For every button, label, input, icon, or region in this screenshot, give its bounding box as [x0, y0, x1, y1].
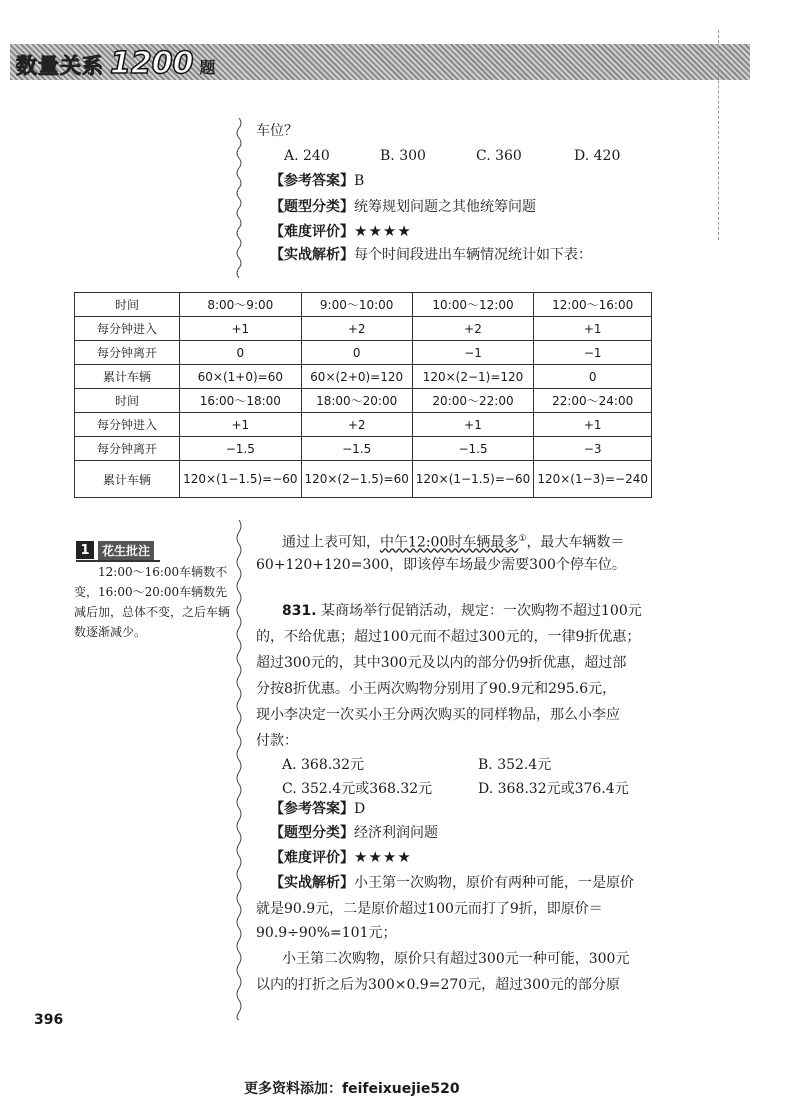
conclusion-post: ，最大车辆数＝ — [526, 534, 625, 551]
q831-line-6: 付款： — [256, 733, 298, 749]
q831-analysis-3: 90.9÷90%=101元； — [256, 925, 397, 941]
q830-options — [284, 148, 664, 168]
table-cell: 每分钟离开 — [75, 341, 180, 365]
table-cell: +1 — [534, 317, 652, 341]
conclusion-emphasis: 中午12:00时车辆最多 — [380, 534, 519, 551]
category-value: 统筹规划问题之其他统筹问题 — [354, 199, 536, 215]
table-cell: 120×(2−1.5)=60 — [301, 461, 412, 498]
q831-option-a: A. 368.32元 — [282, 757, 364, 773]
q831-line-2: 的，不给优惠；超过100元而不超过300元的，一律9折优惠； — [256, 629, 641, 645]
q831-line-1 — [282, 598, 642, 624]
vehicle-stats-table — [74, 292, 652, 498]
table-cell: −1.5 — [180, 437, 302, 461]
analysis-text: 每个时间段进出车辆情况统计如下表： — [354, 247, 592, 263]
answer-label: 【参考答案】 — [270, 801, 354, 817]
book-title — [16, 46, 216, 81]
table-cell: 16:00～18:00 — [180, 389, 302, 413]
table-row — [75, 341, 652, 365]
table-cell: 18:00～20:00 — [301, 389, 412, 413]
table-cell: 0 — [301, 341, 412, 365]
wavy-margin-line-top — [234, 118, 244, 278]
answer-value: D — [354, 801, 366, 817]
q831-line-5: 现小李决定一次买小王分两次购买的同样物品，那么小李应 — [256, 707, 620, 723]
table-row — [75, 317, 652, 341]
category-label: 【题型分类】 — [270, 825, 354, 841]
table-row — [75, 365, 652, 389]
table-row — [75, 413, 652, 437]
footer-note: 更多资料添加：feifeixuejie520 — [244, 1081, 460, 1097]
table-cell: 0 — [180, 341, 302, 365]
q830-intro: 车位？ — [256, 123, 298, 139]
q831-line-3: 超过300元的，其中300元及以内的部分仍9折优惠，超过部 — [256, 655, 627, 671]
q831-category — [270, 820, 438, 846]
table-cell: +1 — [180, 413, 302, 437]
margin-dashes — [718, 30, 727, 240]
sidebar-badge-title: 花生批注 — [98, 541, 154, 560]
q830-option-d: D. 420 — [574, 148, 621, 164]
category-label: 【题型分类】 — [270, 199, 354, 215]
table-cell: 每分钟进入 — [75, 413, 180, 437]
difficulty-label: 【难度评价】 — [270, 850, 354, 866]
sidebar-note: 12:00～16:00车辆数不变，16:00～20:00车辆数先减后加，总体不变，之后车辆数逐渐减少。 — [74, 565, 231, 639]
table-cell: −1 — [412, 341, 534, 365]
difficulty-stars: ★★★★ — [354, 848, 412, 866]
q831-option-c: C. 352.4元或368.32元 — [282, 781, 433, 797]
q830-answer — [270, 168, 364, 194]
category-value: 经济利润问题 — [354, 825, 438, 841]
table-cell: 时间 — [75, 293, 180, 317]
table-cell: 120×(1−1.5)=−60 — [412, 461, 534, 498]
table-cell: +2 — [412, 317, 534, 341]
table-cell: 60×(2+0)=120 — [301, 365, 412, 389]
q830-option-a: A. 240 — [284, 148, 330, 164]
table-cell: +1 — [180, 317, 302, 341]
q831-option-d: D. 368.32元或376.4元 — [478, 781, 629, 797]
table-row — [75, 461, 652, 498]
table-cell: −1 — [534, 341, 652, 365]
table-cell: 8:00～9:00 — [180, 293, 302, 317]
table-cell: 时间 — [75, 389, 180, 413]
q831-analysis-4: 小王第二次购物，原价只有超过300元一种可能，300元 — [282, 951, 630, 967]
table-cell: +2 — [301, 317, 412, 341]
table-cell: 120×(2−1)=120 — [412, 365, 534, 389]
table-row — [75, 437, 652, 461]
book-title-number: 1200 — [110, 46, 194, 81]
q831-difficulty — [270, 844, 412, 871]
q830-difficulty — [270, 218, 412, 245]
table-cell: 120×(1−1.5)=−60 — [180, 461, 302, 498]
table-row — [75, 293, 652, 317]
q831-analysis-5: 以内的打折之后为300×0.9=270元，超过300元的部分原 — [256, 977, 620, 993]
table-cell: 累计车辆 — [75, 365, 180, 389]
footnote-mark: ① — [518, 534, 527, 544]
answer-value: B — [354, 173, 365, 189]
table-cell: 20:00～22:00 — [412, 389, 534, 413]
table-cell: +1 — [534, 413, 652, 437]
table-cell: 22:00～24:00 — [534, 389, 652, 413]
q831-text: 某商场举行促销活动，规定：一次购物不超过100元 — [321, 603, 642, 619]
q831-answer — [270, 796, 365, 822]
table-cell: 9:00～10:00 — [301, 293, 412, 317]
wavy-margin-line-bottom — [234, 520, 244, 1020]
analysis-label: 【实战解析】 — [270, 875, 354, 891]
answer-label: 【参考答案】 — [270, 173, 354, 189]
conclusion-pre: 通过上表可知， — [282, 534, 380, 551]
q831-number: 831. — [282, 603, 317, 619]
q830-category — [270, 194, 536, 220]
table-cell: 10:00～12:00 — [412, 293, 534, 317]
table-cell: 累计车辆 — [75, 461, 180, 498]
table-cell: −1.5 — [301, 437, 412, 461]
page-number: 396 — [34, 1012, 64, 1028]
conclusion-line-2: 60+120+120=300，即该停车场最少需要300个停车位。 — [256, 557, 626, 573]
table-cell: −3 — [534, 437, 652, 461]
book-title-tail: 题 — [199, 58, 216, 77]
book-title-main: 数量关系 — [16, 54, 104, 78]
sidebar-badge-number: 1 — [76, 541, 94, 559]
q831-analysis-1 — [270, 870, 634, 896]
table-cell: 0 — [534, 365, 652, 389]
q831-analysis-2: 就是90.9元，二是原价超过100元而打了9折，即原价＝ — [256, 901, 603, 917]
table-row — [75, 389, 652, 413]
table-cell: 12:00～16:00 — [534, 293, 652, 317]
table-cell: 120×(1−3)=−240 — [534, 461, 652, 498]
analysis-text: 小王第一次购物，原价有两种可能，一是原价 — [354, 875, 634, 891]
table-cell: 每分钟进入 — [75, 317, 180, 341]
q830-option-c: C. 360 — [476, 148, 522, 164]
table-cell: +2 — [301, 413, 412, 437]
table-cell: −1.5 — [412, 437, 534, 461]
table-cell: 每分钟离开 — [75, 437, 180, 461]
difficulty-label: 【难度评价】 — [270, 224, 354, 240]
analysis-label: 【实战解析】 — [270, 247, 354, 263]
difficulty-stars: ★★★★ — [354, 222, 412, 240]
q830-option-b: B. 300 — [380, 148, 426, 164]
sidebar-badge — [76, 540, 160, 562]
q831-line-4: 分按8折优惠。小王两次购物分别用了90.9元和295.6元， — [256, 681, 617, 697]
table-cell: 60×(1+0)=60 — [180, 365, 302, 389]
q831-option-b: B. 352.4元 — [478, 757, 552, 773]
q830-analysis — [270, 242, 592, 268]
table-cell: +1 — [412, 413, 534, 437]
